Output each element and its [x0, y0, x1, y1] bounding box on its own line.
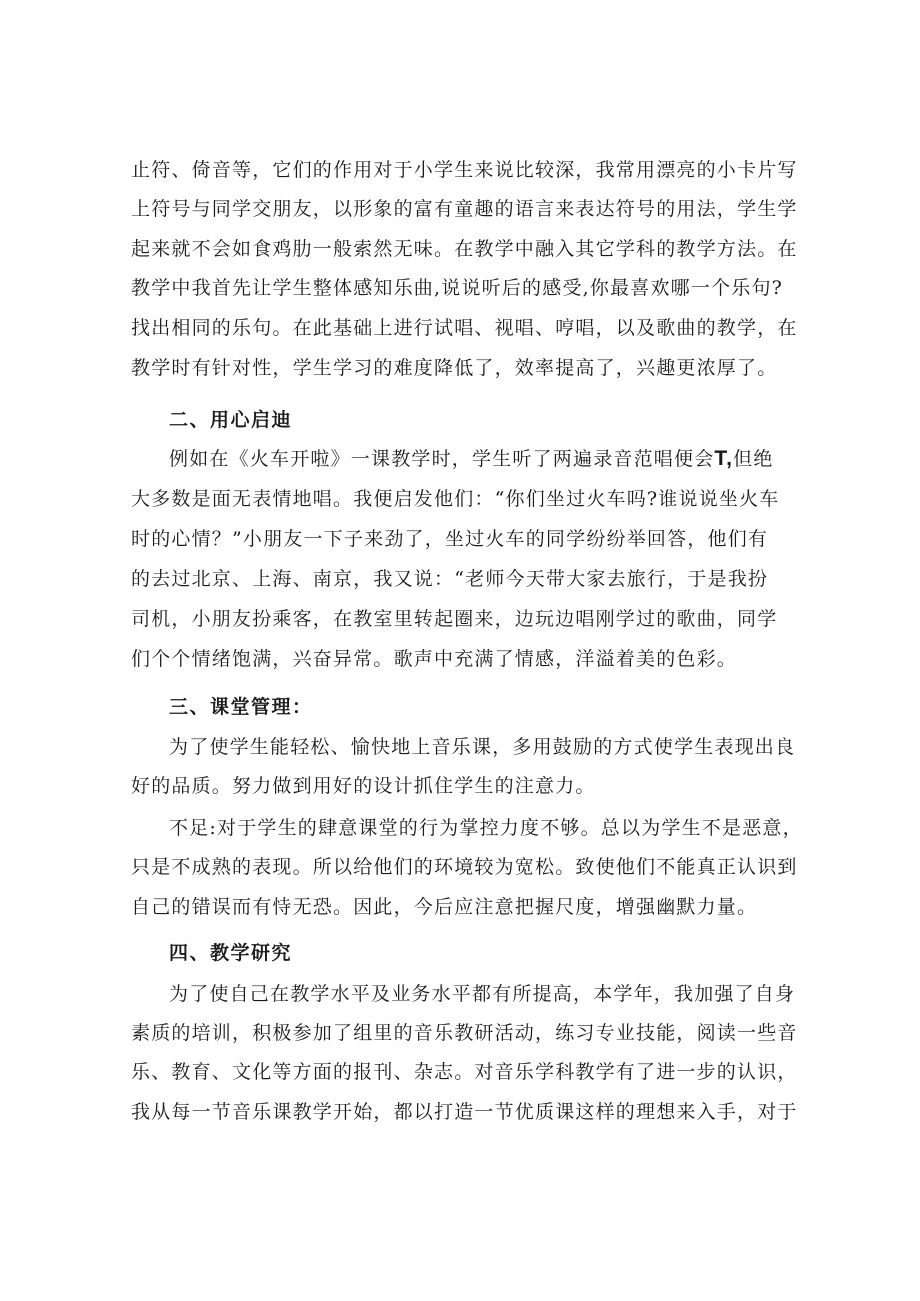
paragraph-line: 为了使学生能轻松、愉快地上音乐课，多用鼓励的方式使学生表现出良 [169, 736, 796, 758]
paragraph-text: 但绝 [733, 448, 774, 470]
paragraph-line [169, 447, 774, 471]
section-heading-2: 二、用心启迪 [169, 409, 293, 431]
paragraph-line: 教学时有针对性，学生学习的难度降低了，效率提高了，兴趣更浓厚了。 [131, 357, 778, 379]
paragraph-line: 只是不成熟的表现。所以给他们的环境较为宽松。致使他们不能真正认识到 [131, 856, 798, 878]
paragraph-line: 为了使自己在教学水平及业务水平都有所提高，本学年，我加强了自身 [169, 983, 796, 1005]
paragraph-line: 自己的错误而有恃无恐。因此，今后应注意把握尺度，增强幽默力量。 [131, 896, 758, 918]
paragraph-line: 的去过北京、上海、南京，我又说：“老师今天带大家去旅行，于是我扮 [131, 568, 769, 590]
paragraph-line: 司机，小朋友扮乘客，在教室里转起圈来，边玩边唱刚学过的歌曲，同学 [131, 608, 778, 630]
paragraph-line: 们个个情绪饱满，兴奋异常。歌声中充满了情感，洋溢着美的色彩。 [131, 648, 738, 670]
section-heading-3: 三、课堂管理： [169, 696, 313, 718]
paragraph-line: 好的品质。努力做到用好的设计抓住学生的注意力。 [131, 775, 596, 797]
paragraph-text: 例如在《火车开啦》一课教学时，学生听了两遍录音范唱便会 [169, 448, 715, 470]
paragraph-line: 找出相同的乐句。在此基础上进行试唱、视唱、哼唱，以及歌曲的教学，在 [131, 317, 798, 339]
paragraph-line: 起来就不会如食鸡肋一般索然无味。在教学中融入其它学科的教学方法。在 [131, 238, 798, 260]
paragraph-line: 教学中我首先让学生整体感知乐曲,说说听后的感受,你最喜欢哪一个乐句? [131, 277, 784, 299]
paragraph-line: 止符、倚音等，它们的作用对于小学生来说比较深，我常用漂亮的小卡片写 [131, 159, 798, 181]
paragraph-line: 我从每一节音乐课教学开始，都以打造一节优质课这样的理想来入手，对于 [131, 1101, 798, 1123]
paragraph-line: 大多数是面无表情地唱。我便启发他们：“你们坐过火车吗?谁说说坐火车 [131, 488, 780, 510]
paragraph-line: 时的心情？”小朋友一下子来劲了，坐过火车的同学纷纷举回答，他们有 [131, 528, 769, 550]
paragraph-line: 素质的培训，积极参加了组里的音乐教研活动，练习专业技能，阅读一些音 [131, 1022, 798, 1044]
section-heading-4: 四、教学研究 [169, 942, 293, 964]
paragraph-line: 乐、教育、文化等方面的报刊、杂志。对音乐学科教学有了进一步的认识， [131, 1061, 798, 1083]
bold-text: T, [714, 447, 734, 470]
paragraph-line: 上符号与同学交朋友，以形象的富有童趣的语言来表达符号的用法，学生学 [131, 198, 798, 220]
paragraph-line: 不足:对于学生的肆意课堂的行为掌控力度不够。总以为学生不是恶意， [169, 817, 803, 839]
